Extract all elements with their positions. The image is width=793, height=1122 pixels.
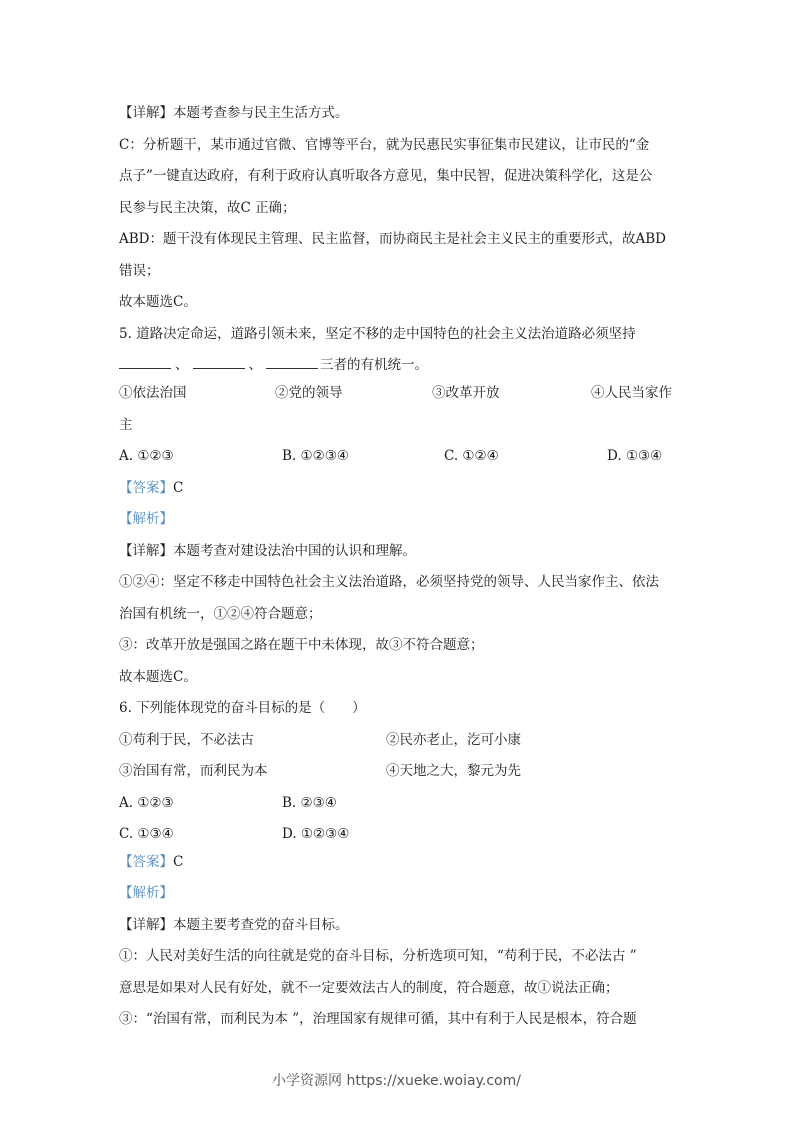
paragraph-line: 治国有机统一，①②④符合题意；	[119, 606, 322, 622]
stem-tail: 三者的有机统一。	[320, 357, 428, 373]
detail-text: 本题考查对建设法治中国的认识和理解。	[173, 543, 416, 559]
detail-line	[119, 542, 416, 560]
detail-label: 【详解】	[119, 917, 173, 933]
statement-item: ④天地之大，黎元为先	[386, 763, 521, 779]
statement-item: ④人民当家作	[591, 385, 672, 401]
paragraph-line: 意思是如果对人民有好处，就不一定要效法古人的制度，符合题意，故①说法正确；	[119, 980, 619, 996]
choice-option-b: B. ②③④	[282, 795, 337, 811]
paragraph-line: ③：“治国有常，而利民为本 ”，治理国家有规律可循，其中有利于人民是根本，符合题	[119, 1011, 637, 1027]
paragraph-line: 错误；	[119, 263, 160, 279]
answer-value: C	[173, 854, 184, 870]
question-5-stem: 5. 道路决定命运，道路引领未来，坚定不移的走中国特色的社会主义法治道路必须坚持	[119, 326, 636, 342]
answer-value: C	[173, 480, 184, 496]
paragraph-line: ①：人民对美好生活的向往就是党的奋斗目标，分析选项可知，“苟利于民，不必法古 ”	[119, 948, 637, 964]
paragraph-line: 故本题选C。	[119, 294, 197, 310]
detail-line	[119, 104, 349, 122]
fill-blank	[266, 356, 318, 369]
answer-label: 【答案】	[119, 480, 173, 496]
question-5-blanks: 、 、 三者的有机统一。	[119, 356, 428, 374]
paragraph-line: 故本题选C。	[119, 669, 197, 685]
paragraph-line: ABD：题干没有体现民主管理、民主监督，而协商民主是社会主义民主的重要形式，故ABD	[119, 231, 666, 247]
paragraph-line: ③：改革开放是强国之路在题干中未体现，故③不符合题意；	[119, 637, 484, 653]
choice-option-a: A. ①②③	[119, 448, 174, 464]
detail-label: 【详解】	[119, 543, 173, 559]
statement-item-wrap: 主	[119, 417, 133, 433]
detail-text: 本题主要考查党的奋斗目标。	[173, 917, 349, 933]
statement-item: ①苟利于民，不必法古	[119, 732, 254, 748]
choice-option-d: D. ①②③④	[282, 826, 350, 842]
paragraph-line: 民参与民主决策，故C 正确；	[119, 200, 296, 216]
choice-option-a: A. ①②③	[119, 795, 174, 811]
analysis-label: 【解析】	[119, 511, 173, 527]
choice-option-c: C. ①③④	[119, 826, 174, 842]
question-6-stem: 6. 下列能体现党的奋斗目标的是（ ）	[119, 700, 366, 716]
paragraph-line: C：分析题干，某市通过官微、官博等平台，就为民惠民实事征集市民建议，让市民的“金	[119, 137, 650, 153]
statement-item: ③改革开放	[432, 385, 500, 401]
analysis-label: 【解析】	[119, 885, 173, 901]
statement-item: ③治国有常，而利民为本	[119, 763, 268, 779]
paragraph-line: 点子”一键直达政府，有利于政府认真听取各方意见，集中民智，促进决策科学化，这是公	[119, 168, 653, 184]
paragraph-line: ①②④：坚定不移走中国特色社会主义法治道路，必须坚持党的领导、人民当家作主、依法	[119, 574, 659, 590]
answer-label: 【答案】	[119, 854, 173, 870]
detail-label: 【详解】	[119, 105, 173, 121]
answer-line	[119, 479, 183, 497]
statement-item: ②民亦老止，汔可小康	[386, 732, 521, 748]
statement-item: ②党的领导	[275, 385, 343, 401]
statement-item: ①依法治国	[119, 385, 187, 401]
footer-watermark: 小学资源网 https://xueke.woiay.com/	[272, 1073, 521, 1089]
choice-option-b: B. ①②③④	[282, 448, 349, 464]
answer-line	[119, 853, 183, 871]
choice-option-c: C. ①②④	[444, 448, 499, 464]
fill-blank	[119, 356, 171, 369]
detail-line	[119, 916, 349, 934]
choice-option-d: D. ①③④	[607, 448, 663, 464]
fill-blank	[193, 356, 245, 369]
detail-text: 本题考查参与民主生活方式。	[173, 105, 349, 121]
